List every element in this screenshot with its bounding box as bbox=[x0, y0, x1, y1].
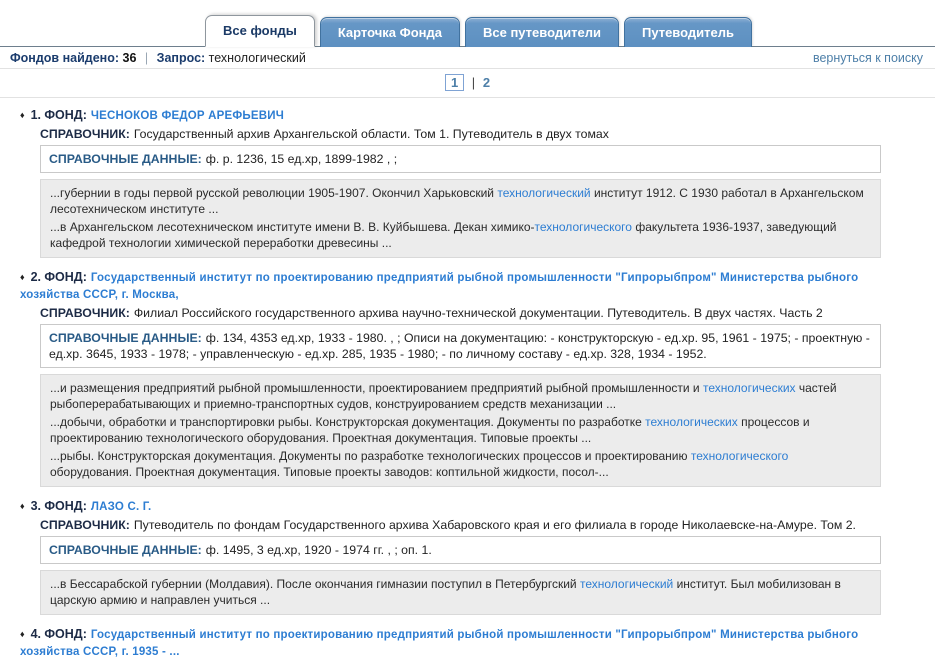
fond-label: ФОНД: bbox=[44, 499, 87, 513]
record-title-line bbox=[20, 269, 917, 303]
guide-label: СПРАВОЧНИК: bbox=[40, 127, 130, 141]
highlight-term-link[interactable]: технологический bbox=[497, 186, 591, 200]
snippet: ...и размещения предприятий рыбной промышленности, проектированием предприятий рыбной промышленности и технологических частей рыбоперерабатывающих и приемно-транспортных судов, конструированием средств механизации ... bbox=[50, 381, 837, 411]
snippet: ...рыбы. Конструкторская документация. Документы по разработке технологических процессов и проектированию технологического оборудования. Проектная документация. Типовые проекты заводов: коптильной жидкости, посол-... bbox=[50, 449, 789, 479]
record-title-line bbox=[20, 107, 917, 124]
snippet-box bbox=[40, 179, 881, 258]
record-3 bbox=[0, 498, 935, 615]
reference-data-value: ф. 1495, 3 ед.хр, 1920 - 1974 гг. , ; оп. 1. bbox=[205, 543, 432, 557]
search-results-list bbox=[0, 98, 935, 660]
record-1 bbox=[0, 107, 935, 258]
snippet-box bbox=[40, 570, 881, 615]
guide-line bbox=[40, 517, 917, 533]
record-2 bbox=[0, 269, 935, 487]
snippet: ...добычи, обработки и транспортировки рыбы. Конструкторская документация. Документы по разработке технологических процессов и проектированию технологического оборудования. Проектная документация. Типовые проекты ... bbox=[50, 415, 810, 445]
reference-data-value: ф. р. 1236, 15 ед.хр, 1899-1982 , ; bbox=[205, 152, 398, 166]
fond-title-link[interactable]: Государственный институт по проектированию предприятий рыбной промышленности "Гипрорыбпром" Министерства рыбного хозяйства СССР, г. Москва, bbox=[20, 272, 859, 301]
record-number: 2. bbox=[30, 270, 42, 284]
fond-label: ФОНД: bbox=[44, 108, 87, 122]
guide-value: Путеводитель по фондам Государственного архива Хабаровского края и его филиала в городе Николаевске-на-Амуре. Том 2. bbox=[133, 518, 856, 532]
tab-all-funds[interactable]: Все фонды bbox=[205, 15, 315, 47]
page-separator: | bbox=[471, 75, 476, 90]
tab-fund-card[interactable]: Карточка Фонда bbox=[320, 17, 460, 47]
reference-data-label: СПРАВОЧНЫЕ ДАННЫЕ: bbox=[49, 543, 202, 557]
reference-data-box bbox=[40, 536, 881, 564]
guide-value: Филиал Российского государственного архива научно-технической документации. Путеводитель. В двух частях. Часть 2 bbox=[133, 306, 823, 320]
snippet: ...губернии в годы первой русской революции 1905-1907. Окончил Харьковский технологический институт 1912. С 1930 работал в Архангельском лесотехническом институте ... bbox=[50, 186, 864, 216]
page-current[interactable]: 1 bbox=[445, 74, 464, 91]
found-label: Фондов найдено: bbox=[10, 51, 120, 65]
highlight-term-link[interactable]: технологических bbox=[702, 381, 796, 395]
record-title-line bbox=[20, 626, 917, 660]
reference-data-box bbox=[40, 145, 881, 173]
tab-guide[interactable]: Путеводитель bbox=[624, 17, 752, 47]
guide-line bbox=[40, 126, 917, 142]
record-number: 4. bbox=[30, 627, 42, 641]
highlight-term-link[interactable]: технологических bbox=[645, 415, 738, 429]
snippet: ...в Архангельском лесотехническом институте имени В. В. Куйбышева. Декан химико-технологического факультета 1936-1937, заведующий кафедрой технологии химической переработки древесины ... bbox=[50, 220, 837, 250]
bullet-diamond-icon: ♦ bbox=[20, 501, 25, 511]
query-value: технологический bbox=[208, 51, 306, 65]
page-link-2[interactable]: 2 bbox=[482, 75, 491, 90]
reference-data-label: СПРАВОЧНЫЕ ДАННЫЕ: bbox=[49, 331, 202, 345]
bullet-diamond-icon: ♦ bbox=[20, 110, 25, 120]
guide-value: Государственный архив Архангельской области. Том 1. Путеводитель в двух томах bbox=[133, 127, 609, 141]
result-header bbox=[0, 47, 935, 69]
guide-label: СПРАВОЧНИК: bbox=[40, 306, 130, 320]
fond-title-link[interactable]: Государственный институт по проектированию предприятий рыбной промышленности "Гипрорыбпром" Министерства рыбного хозяйства СССР, г. 1935 - ... bbox=[20, 629, 859, 658]
snippet-box bbox=[40, 374, 881, 487]
fond-title-link[interactable]: ЧЕСНОКОВ ФЕДОР АРЕФЬЕВИЧ bbox=[90, 110, 284, 122]
record-title-line bbox=[20, 498, 917, 515]
fond-label: ФОНД: bbox=[44, 627, 87, 641]
record-number: 3. bbox=[30, 499, 42, 513]
highlight-term-link[interactable]: технологического bbox=[534, 220, 632, 234]
tab-bar bbox=[0, 0, 935, 47]
highlight-term-link[interactable]: технологический bbox=[579, 577, 674, 591]
query-label: Запрос: bbox=[156, 51, 206, 65]
pagination bbox=[0, 69, 935, 98]
snippet: ...в Бессарабской губернии (Молдавия). После окончания гимназии поступил в Петербургский технологический институт. Был мобилизован в царскую армию и направлен учиться ... bbox=[50, 577, 841, 607]
fond-title-link[interactable]: ЛАЗО С. Г. bbox=[90, 501, 152, 513]
tab-all-guides[interactable]: Все путеводители bbox=[465, 17, 619, 47]
found-count: 36 bbox=[122, 51, 137, 65]
bullet-diamond-icon: ♦ bbox=[20, 272, 25, 282]
header-separator: | bbox=[144, 51, 149, 65]
fond-label: ФОНД: bbox=[44, 270, 87, 284]
guide-label: СПРАВОЧНИК: bbox=[40, 518, 130, 532]
record-4 bbox=[0, 626, 935, 660]
guide-line bbox=[40, 305, 917, 321]
highlight-term-link[interactable]: технологического bbox=[690, 449, 789, 463]
reference-data-box bbox=[40, 324, 881, 368]
back-to-search-link[interactable]: вернуться к поиску bbox=[812, 51, 923, 65]
reference-data-value: ф. 134, 4353 ед.хр, 1933 - 1980. , ; Описи на документацию: - конструкторскую - ед.хр. 95, 1961 - 1975; - проектную - ед.хр. 3645, 1933 - 1978; - управленческую - ед.хр. 285, 1935 - 1980; - по личному составу - ед.хр. 328, 1934 - 1952. bbox=[49, 331, 870, 361]
tabs bbox=[205, 15, 752, 47]
result-summary bbox=[10, 51, 306, 65]
bullet-diamond-icon: ♦ bbox=[20, 629, 25, 639]
record-number: 1. bbox=[30, 108, 42, 122]
reference-data-label: СПРАВОЧНЫЕ ДАННЫЕ: bbox=[49, 152, 202, 166]
